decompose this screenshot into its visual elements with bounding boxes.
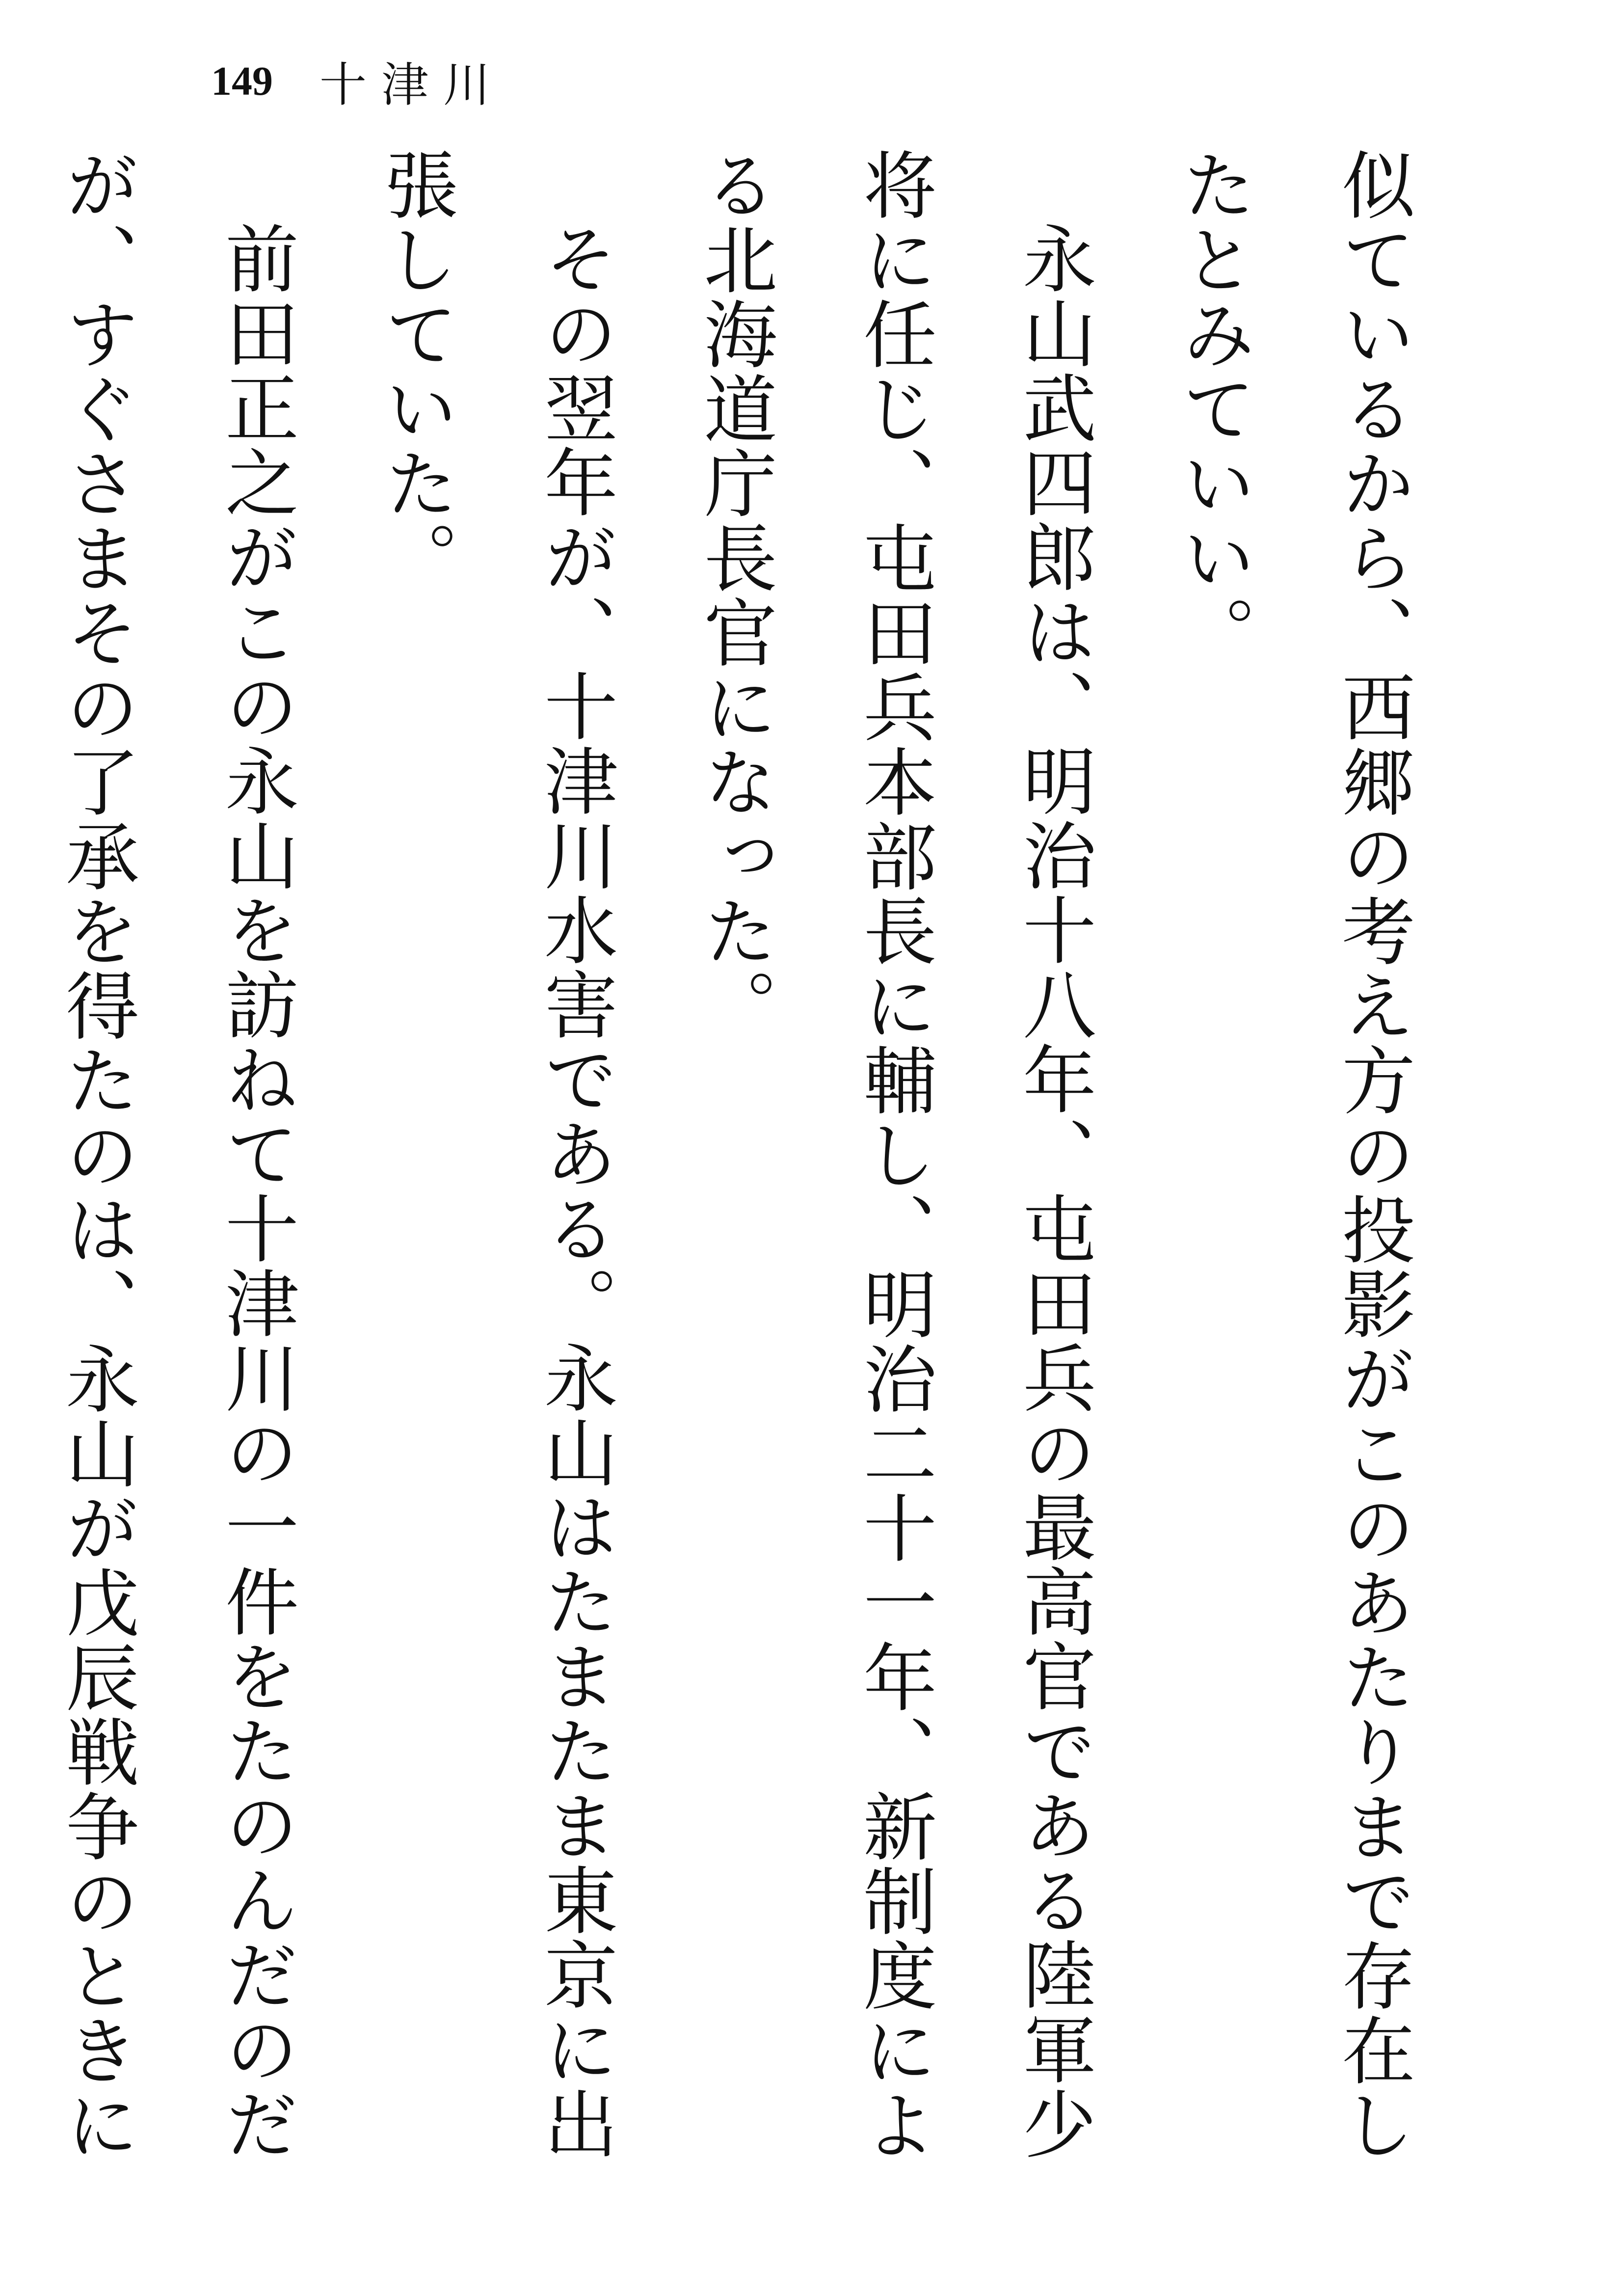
paragraph-2: 永山武四郎は、明治十八年、屯田兵の最高官である陸軍少将に任じ、屯田兵本部長に輔し、明治二十一年、新制度による北海道庁長官になった。 [691, 147, 1095, 2162]
running-title: 十津川 [319, 57, 505, 112]
vertical-body-text [53, 147, 1451, 2224]
paragraph-3: その翌年が、十津川水害である。永山はたまたま東京に出張していた。 [372, 147, 617, 2161]
page-number: 149 [211, 58, 273, 104]
page-header [211, 49, 505, 113]
paragraph-1: 似ているから、西郷の考え方の投影がこのあたりまで存在したとみていい。 [1170, 147, 1414, 2162]
paragraph-4: 前田正之がこの永山を訪ねて十津川の一件をたのんだのだが、すぐさまその了承を得たのは、永山が戊辰戦争のときに [53, 147, 298, 2162]
